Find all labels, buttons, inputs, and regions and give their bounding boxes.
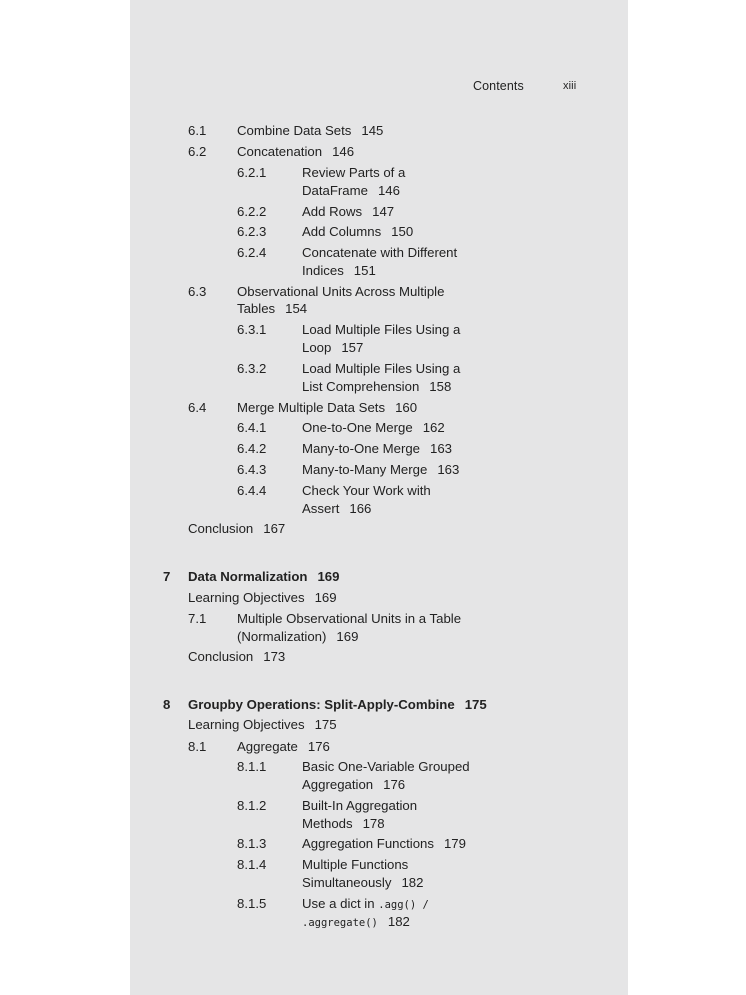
toc-page: 145 (361, 123, 384, 138)
toc-page: 166 (349, 501, 372, 516)
toc-number: 6.4.4 (237, 483, 267, 498)
toc-page: 150 (391, 224, 414, 239)
toc-number: 6.4.1 (237, 420, 267, 435)
toc-number: 6.2 (188, 144, 207, 159)
toc-title: Concatenation (237, 144, 323, 159)
toc-page: 146 (377, 183, 400, 198)
toc-entry-6-3-2[interactable] (302, 360, 460, 378)
toc-entry-8-1-5[interactable] (302, 895, 429, 914)
toc-page: 182 (387, 914, 410, 929)
toc-page: 154 (285, 301, 308, 316)
toc-number: 6.3.1 (237, 322, 267, 337)
toc-title: Conclusion (188, 649, 254, 664)
toc-title-line1: Concatenate with Different (302, 245, 458, 260)
toc-entry-7-1-cont[interactable] (237, 628, 358, 646)
toc-entry-6-2-2[interactable] (302, 203, 394, 221)
toc-page: 173 (263, 649, 286, 664)
toc-title: Merge Multiple Data Sets (237, 400, 386, 415)
toc-entry-8-1[interactable] (237, 738, 330, 756)
toc-entry-6-2-3[interactable] (302, 223, 413, 241)
toc-title-line1: Multiple Functions (302, 857, 409, 872)
toc-entry-7-1[interactable] (237, 610, 461, 628)
toc-title-line2: (Normalization) (237, 629, 327, 644)
toc-entry-8-1-3[interactable] (302, 835, 466, 853)
toc-title: Conclusion (188, 521, 254, 536)
toc-entry-learning-objectives-8[interactable] (188, 716, 337, 734)
toc-title-line1: Use a dict in (302, 896, 375, 911)
toc-title: Combine Data Sets (237, 123, 352, 138)
toc-chapter-7[interactable] (188, 568, 339, 586)
toc-entry-6-3-1-cont[interactable] (302, 339, 363, 357)
chapter-number: 7 (163, 569, 171, 584)
toc-title-line1: Check Your Work with (302, 483, 431, 498)
toc-title-line1: Multiple Observational Units in a Table (237, 611, 462, 626)
toc-title-line2: Methods (302, 816, 353, 831)
toc-title-line2: Simultaneously (302, 875, 392, 890)
toc-entry-6-2-1-cont[interactable] (302, 182, 400, 200)
toc-title-line2: Loop (302, 340, 332, 355)
toc-entry-8-1-2[interactable] (302, 797, 417, 815)
toc-title: One-to-One Merge (302, 420, 413, 435)
toc-page: 163 (430, 441, 453, 456)
toc-title-line1: Observational Units Across Multiple (237, 284, 445, 299)
toc-page: 158 (429, 379, 452, 394)
toc-number: 6.2.4 (237, 245, 267, 260)
toc-title-line2: List Comprehension (302, 379, 420, 394)
toc-title: Learning Objectives (188, 717, 305, 732)
toc-number: 6.1 (188, 123, 207, 138)
toc-entry-6-2[interactable] (237, 143, 354, 161)
toc-number: 6.4.2 (237, 441, 267, 456)
toc-number: 6.3.2 (237, 361, 267, 376)
toc-entry-8-1-5-cont[interactable] (302, 913, 410, 932)
toc-title-line2: DataFrame (302, 183, 368, 198)
toc-page: 182 (401, 875, 424, 890)
toc-title-line2: Aggregation (302, 777, 374, 792)
toc-number: 7.1 (188, 611, 207, 626)
toc-page: 175 (314, 717, 337, 732)
toc-entry-6-3[interactable] (237, 283, 444, 301)
toc-entry-conclusion-6[interactable] (188, 520, 285, 538)
toc-page: 179 (443, 836, 466, 851)
toc-title-line2: Assert (302, 501, 340, 516)
toc-number: 8.1.2 (237, 798, 267, 813)
toc-title: Many-to-Many Merge (302, 462, 428, 477)
chapter-title: Data Normalization (188, 569, 308, 584)
code-agg: .agg() / (378, 899, 429, 911)
toc-chapter-8[interactable] (188, 696, 487, 714)
toc-page: 169 (314, 590, 337, 605)
toc-page: 146 (332, 144, 355, 159)
toc-title-line2: Tables (237, 301, 276, 316)
toc-title: Add Columns (302, 224, 382, 239)
toc-entry-8-1-1[interactable] (302, 758, 470, 776)
toc-page: 157 (341, 340, 364, 355)
toc-number: 8.1.3 (237, 836, 267, 851)
toc-number: 8.1.1 (237, 759, 267, 774)
toc-entry-6-4-3[interactable] (302, 461, 459, 479)
toc-title-line1: Load Multiple Files Using a (302, 322, 461, 337)
toc-entry-6-1[interactable] (237, 122, 383, 140)
toc-page: 167 (263, 521, 286, 536)
toc-title-line2: Indices (302, 263, 344, 278)
toc-page: 160 (395, 400, 418, 415)
toc-page: 178 (362, 816, 385, 831)
toc-entry-6-4-2[interactable] (302, 440, 452, 458)
toc-page: 176 (383, 777, 406, 792)
toc-title: Add Rows (302, 204, 363, 219)
toc-title: Aggregate (237, 739, 298, 754)
toc-number: 8.1 (188, 739, 207, 754)
toc-number: 6.2.3 (237, 224, 267, 239)
toc-entry-6-2-1[interactable] (302, 164, 405, 182)
toc-number: 6.2.1 (237, 165, 267, 180)
chapter-number: 8 (163, 697, 171, 712)
toc-entry-6-3-2-cont[interactable] (302, 378, 451, 396)
toc-page: 162 (422, 420, 445, 435)
toc-number: 8.1.5 (237, 896, 267, 911)
toc-entry-6-2-4-cont[interactable] (302, 262, 376, 280)
toc-number: 6.2.2 (237, 204, 267, 219)
toc-number: 6.3 (188, 284, 207, 299)
toc-entry-6-2-4[interactable] (302, 244, 457, 262)
toc-title: Aggregation Functions (302, 836, 434, 851)
toc-entry-6-3-cont[interactable] (237, 300, 307, 318)
toc-entry-8-1-2-cont[interactable] (302, 815, 385, 833)
toc-entry-learning-objectives-7[interactable] (188, 589, 337, 607)
toc-title: Learning Objectives (188, 590, 305, 605)
toc-page: 169 (336, 629, 359, 644)
toc-entry-6-3-1[interactable] (302, 321, 460, 339)
toc-entry-8-1-4[interactable] (302, 856, 408, 874)
toc-entry-8-1-1-cont[interactable] (302, 776, 405, 794)
toc-number: 6.4 (188, 400, 207, 415)
running-header-title: Contents (473, 79, 524, 93)
toc-title: Many-to-One Merge (302, 441, 420, 456)
running-header-page-number: xiii (563, 80, 577, 92)
toc-entry-6-4-4-cont[interactable] (302, 500, 371, 518)
toc-number: 8.1.4 (237, 857, 267, 872)
toc-number: 6.4.3 (237, 462, 267, 477)
toc-page: 169 (317, 569, 340, 584)
toc-entry-8-1-4-cont[interactable] (302, 874, 423, 892)
toc-entry-6-4[interactable] (237, 399, 417, 417)
toc-page: 147 (372, 204, 395, 219)
chapter-title: Groupby Operations: Split-Apply-Combine (188, 697, 455, 712)
toc-entry-conclusion-7[interactable] (188, 648, 285, 666)
toc-title-line1: Basic One-Variable Grouped (302, 759, 470, 774)
toc-title-line1: Review Parts of a (302, 165, 406, 180)
toc-page: 176 (307, 739, 330, 754)
toc-page: 175 (464, 697, 487, 712)
code-aggregate: .aggregate() (302, 917, 378, 929)
toc-entry-6-4-1[interactable] (302, 419, 445, 437)
toc-page: 163 (437, 462, 460, 477)
toc-title-line1: Load Multiple Files Using a (302, 361, 461, 376)
toc-entry-6-4-4[interactable] (302, 482, 431, 500)
toc-page: 151 (353, 263, 376, 278)
toc-title-line1: Built-In Aggregation (302, 798, 418, 813)
